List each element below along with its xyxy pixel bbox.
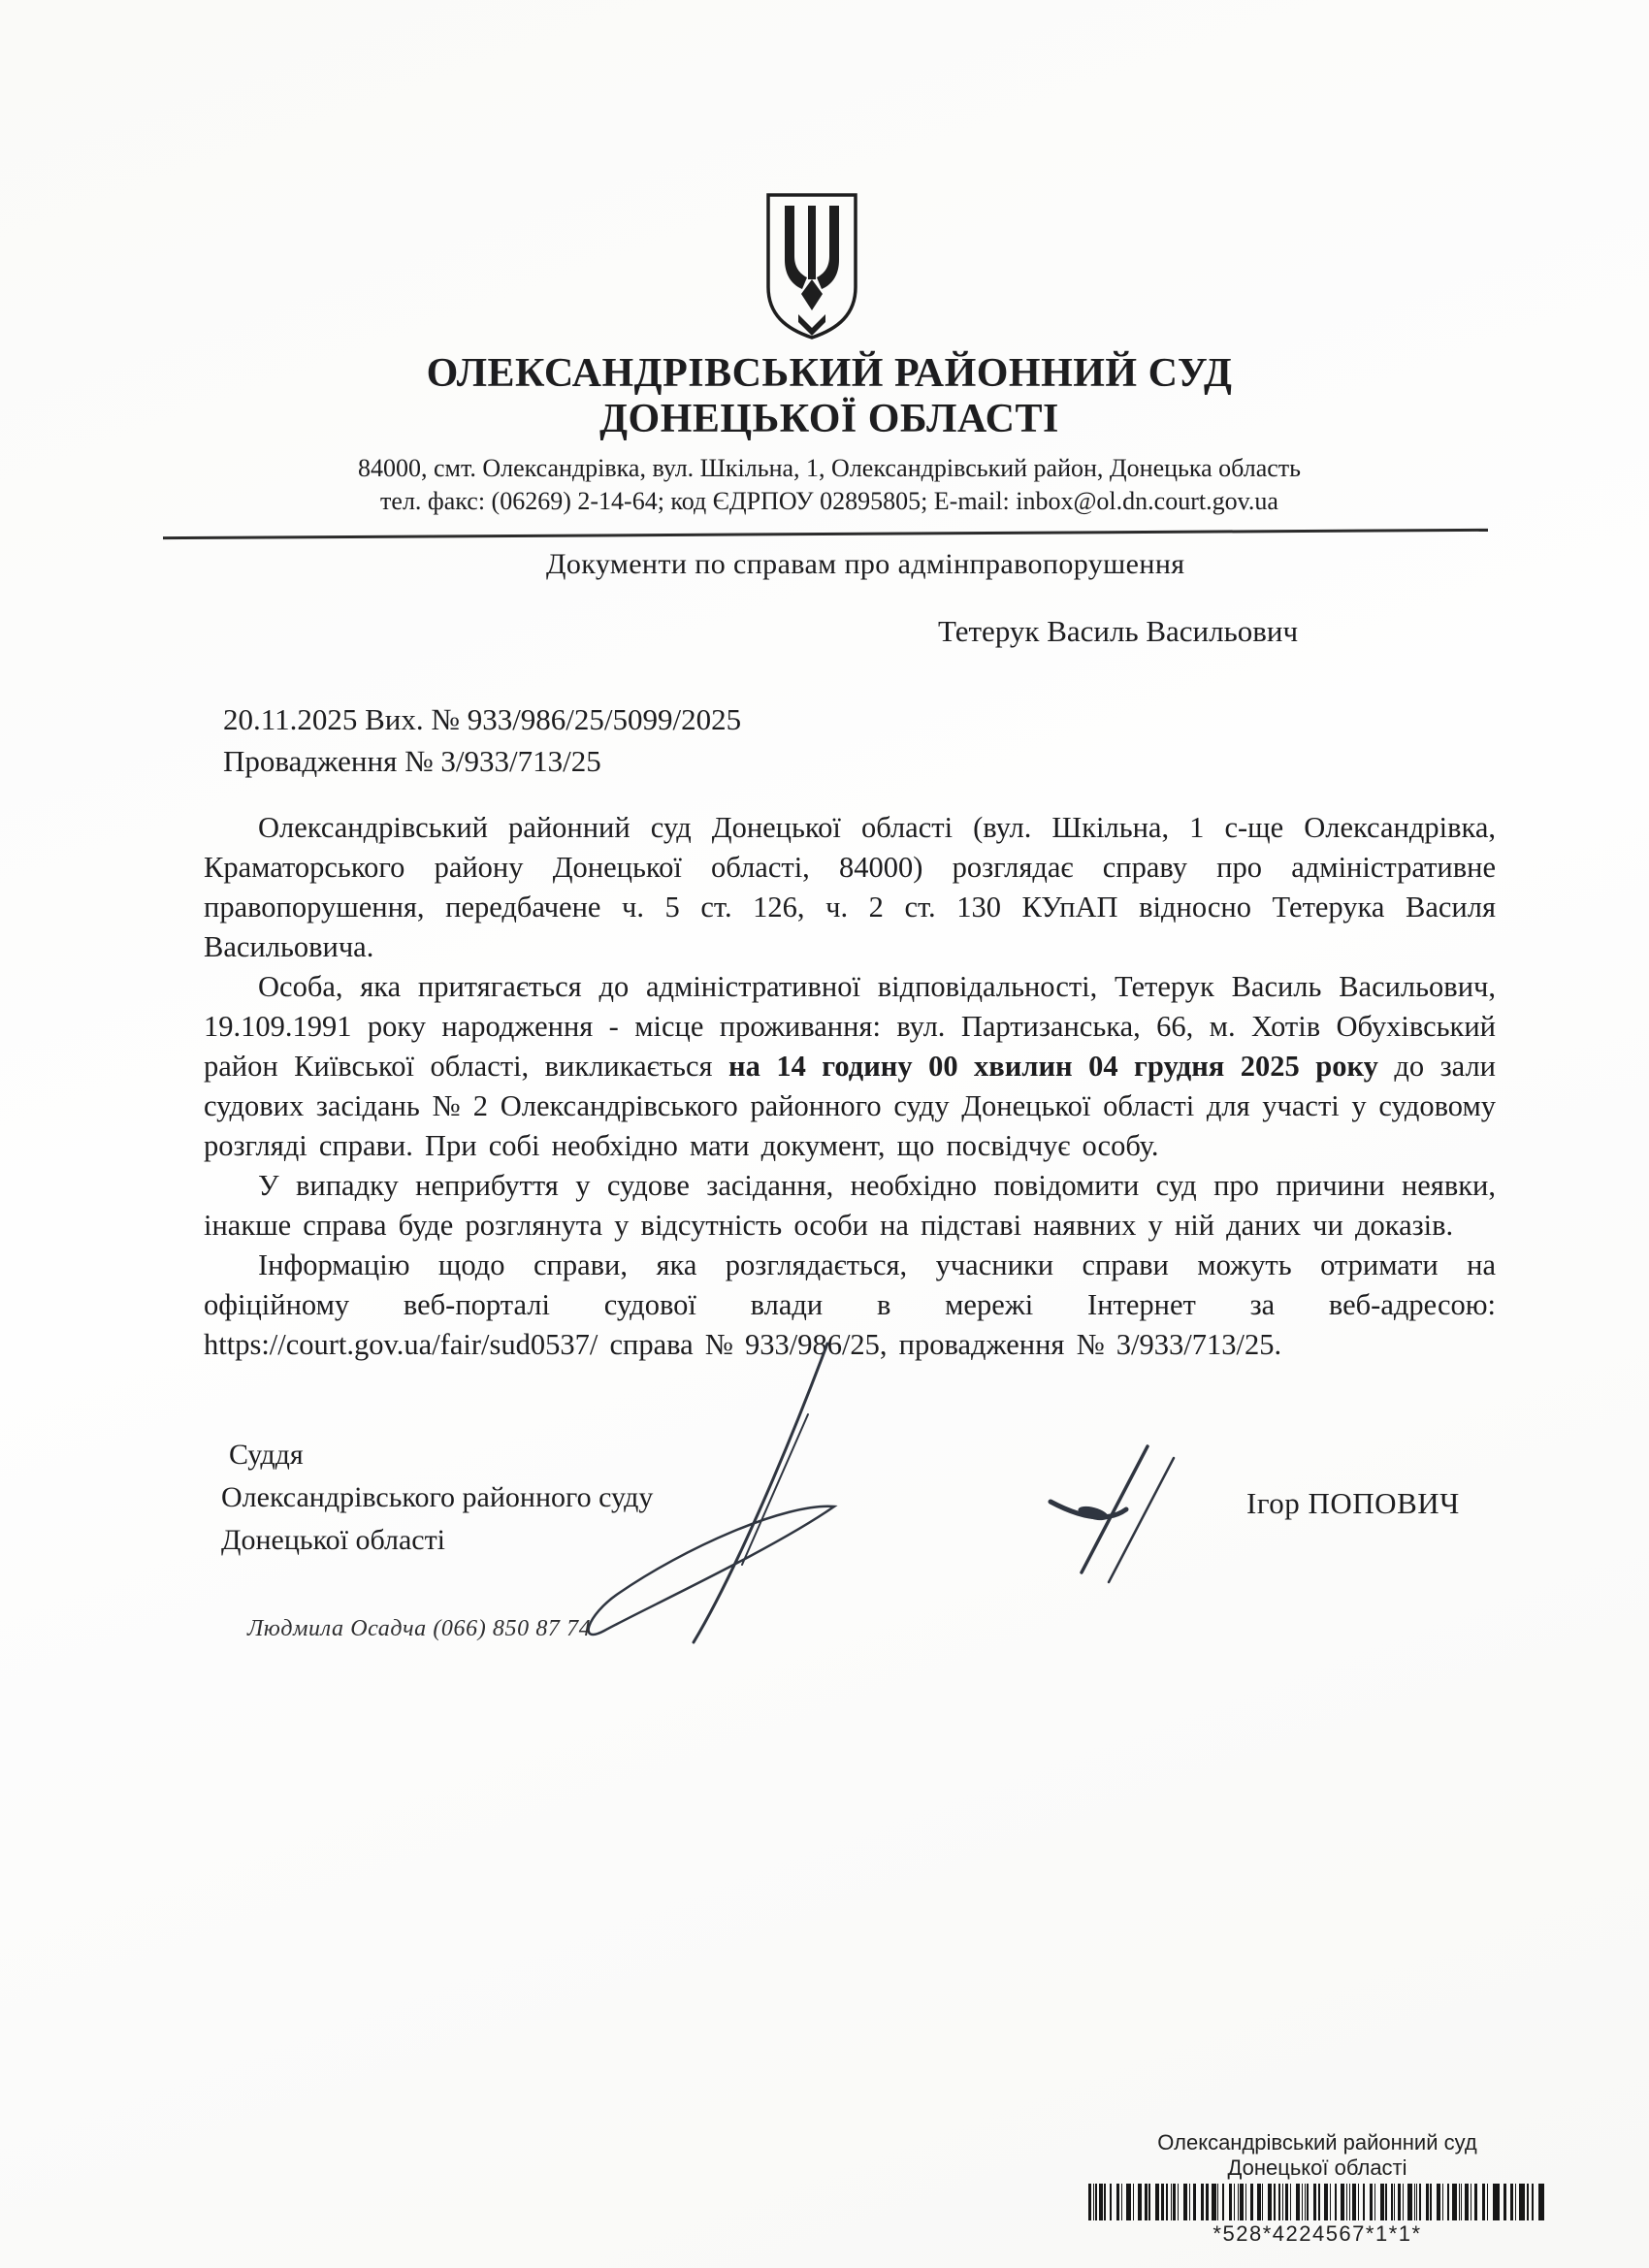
barcode-value: *528*4224567*1*1* xyxy=(1212,2221,1422,2246)
outgoing-number-line: 20.11.2025 Вих. № 933/986/25/5099/2025 xyxy=(223,702,742,736)
paragraph-absence-warning: У випадку неприбуття у судове засідання, необхідно повідомити суд про причини неявки, інакше справа буде розглянута у відсутність особи на підставі наявних у ній даних чи доказів. xyxy=(204,1169,1496,1242)
judge-court-line1: Олександрівського районного суду xyxy=(221,1481,654,1513)
letter-body xyxy=(204,808,1496,1365)
addressee-name: Тетерук Василь Васильович xyxy=(938,614,1299,648)
summons-text-post: до зали судових засідань № 2 Олександрівського районного суду Донецької області для участі у судовому розгляді справи. При собі необхідно мати документ, що посвідчує особу. xyxy=(204,1050,1496,1162)
proceeding-number-line: Провадження № 3/933/713/25 xyxy=(223,744,601,778)
subject-line: Документи по справам про адмінправопорушення xyxy=(546,548,1185,580)
court-name-line1: ОЛЕКСАНДРІВСЬКИЙ РАЙОННИЙ СУД xyxy=(426,351,1233,396)
paragraph-summons xyxy=(204,967,1496,1166)
judge-title: Суддя xyxy=(229,1439,304,1471)
barcode xyxy=(1088,2184,1546,2220)
stamp-court-line2: Донецької області xyxy=(1227,2155,1407,2180)
judge-name: Ігор ПОПОВИЧ xyxy=(1246,1486,1460,1520)
stamp-court-line1: Олександрівський районний суд xyxy=(1157,2130,1477,2155)
paragraph-case-info: Олександрівський районний суд Донецької області (вул. Шкільна, 1 с-ще Олександрівка, Краматорського району Донецької області, 84000) розглядає справу про адміністративне правопорушення, передбачене ч. 5 ст. 126, ч. 2 ст. 130 КУпАП відносно Тетерука Василя Васильовича. xyxy=(204,811,1496,963)
reference-block xyxy=(223,698,741,782)
judge-court-line2: Донецької області xyxy=(221,1524,446,1556)
paragraph-web-info: Інформацію щодо справи, яка розглядається, учасники справи можуть отримати на офіційному веб-порталі судової влади в мережі Інтернет за веб-адресою: https://court.gov.ua/fair/sud0537/ справа № 933/986/25, провадження № 3/933/713/25. xyxy=(204,1248,1496,1361)
summons-datetime: на 14 годину 00 хвилин 04 грудня 2025 року xyxy=(728,1050,1378,1083)
letterhead xyxy=(170,190,1489,518)
court-name xyxy=(170,351,1489,442)
registration-stamp xyxy=(1065,2130,1569,2247)
summons-text-pre: Особа, яка притягається до адміністративної відповідальності, Тетерук Василь Васильович, 19.109.1991 року народження - місце проживання: вул. Партизанська, 66, м. Хотів Обухівський район Київської області, викликається xyxy=(204,970,1496,1083)
court-address: 84000, смт. Олександрівка, вул. Шкільна, 1, Олександрівський район, Донецька область xyxy=(357,454,1302,482)
ukraine-trident-emblem-icon xyxy=(761,190,862,343)
handwritten-signature xyxy=(538,1322,1198,1647)
header-divider xyxy=(163,529,1488,539)
clerk-contact: Людмила Осадча (066) 850 87 74 xyxy=(247,1616,592,1641)
court-name-line2: ДОНЕЦЬКОЇ ОБЛАСТІ xyxy=(599,397,1059,441)
court-contact-line: тел. факс: (06269) 2-14-64; код ЄДРПОУ 02895805; E-mail: inbox@ol.dn.court.gov.ua xyxy=(380,487,1278,515)
